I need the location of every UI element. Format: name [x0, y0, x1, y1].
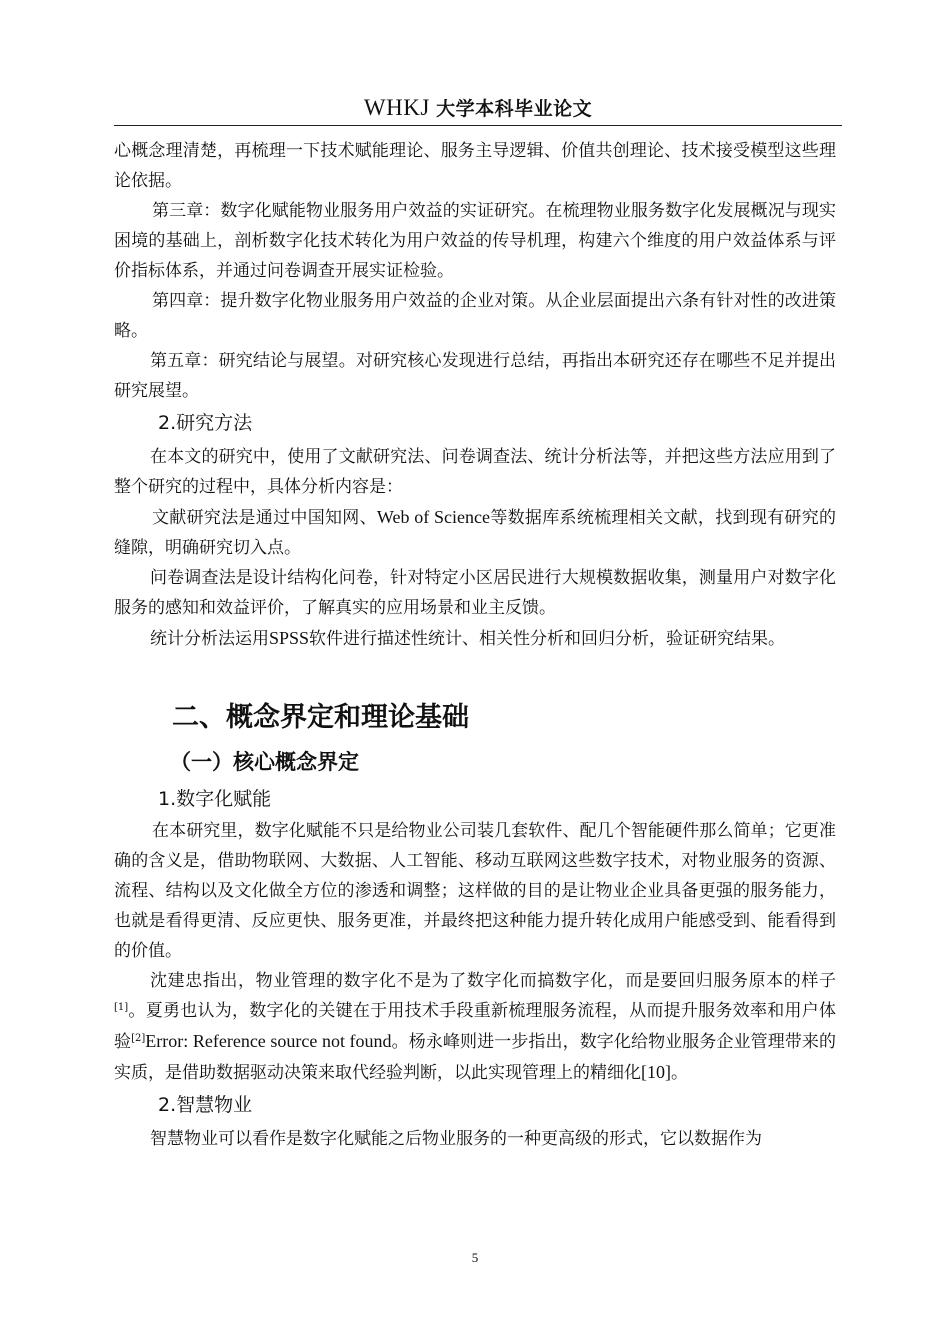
paragraph: 第四章：提升数字化物业服务用户效益的企业对策。从企业层面提出六条有针对性的改进策略。 — [114, 291, 836, 341]
text-run: 。杨永峰则进一步指出，数字化给物业服务企业管理带来的实质，是借助数据驱动决策来取代经验判断，以此实现管理上的精细化 — [114, 1032, 837, 1083]
header-title-cjk: 大学本科毕业论文 — [436, 98, 593, 120]
paragraph: 第五章：研究结论与展望。对研究核心发现进行总结，再指出本研究还存在哪些不足并提出研究展望。 — [114, 351, 836, 401]
body-text — [114, 136, 836, 1154]
subheading-digital-empowerment: 1.数字化赋能 — [158, 788, 272, 810]
text-run: SPSS — [269, 628, 310, 648]
paragraph: 智慧物业可以看作是数字化赋能之后物业服务的一种更高级的形式，它以数据作为 — [150, 1129, 762, 1149]
text-run: 。 — [671, 1063, 688, 1083]
citation-ref-inline: [10] — [641, 1062, 671, 1082]
subheading-smart-property: 2.智慧物业 — [158, 1094, 253, 1116]
text-run: 。夏勇也认为，数字化的关键在于用技术手段重新梳理服务流程，从而提升服务效率和用户体验 — [114, 1001, 836, 1052]
paragraph — [114, 502, 836, 563]
paragraph: 问卷调查法是设计结构化问卷，针对特定小区居民进行大规模数据收集，测量用户对数字化服务的感知和效益评价，了解真实的应用场景和业主反馈。 — [114, 568, 836, 618]
paragraph — [114, 966, 836, 1088]
text-run: 沈建忠指出，物业管理的数字化不是为了数字化而搞数字化，而是要回归服务原本的样子 — [150, 971, 836, 991]
header-rule — [114, 125, 842, 126]
text-run: 统计分析法运用 — [150, 629, 269, 649]
paragraph: 在本文的研究中，使用了文献研究法、问卷调查法、统计分析法等，并把这些方法应用到了整个研究的过程中，具体分析内容是： — [114, 447, 836, 497]
section-heading: （一）核心概念界定 — [170, 750, 359, 774]
text-run: 等数据库系统梳理相关文献，找到现有研究的缝隙，明确研究切入点。 — [114, 508, 837, 558]
paragraph: 第三章：数字化赋能物业服务用户效益的实证研究。在梳理物业服务数字化发展概况与现实困境的基础上，剖析数字化技术转化为用户效益的传导机理，构建六个维度的用户效益体系与评价指标体系，并通过问卷调查开展实证检验。 — [114, 201, 836, 281]
page-header — [114, 95, 842, 122]
subheading-research-methods: 2.研究方法 — [158, 412, 253, 434]
chapter-heading: 二、概念界定和理论基础 — [172, 702, 469, 733]
citation-ref: [2] — [131, 1033, 146, 1044]
page-number: 5 — [471, 1250, 479, 1265]
citation-ref: [1] — [114, 1002, 129, 1013]
paragraph — [114, 623, 836, 654]
text-run: 软件进行描述性统计、相关性分析和回归分析，验证研究结果。 — [309, 629, 786, 649]
text-run: Web of Science — [376, 507, 491, 527]
paragraph: 在本研究里，数字化赋能不只是给物业公司装几套软件、配几个智能硬件那么简单；它更准确的含义是，借助物联网、大数据、人工智能、移动互联网这些数字技术，对物业服务的资源、流程、结构以及文化做全方位的渗透和调整；这样做的目的是让物业企业具备更强的服务能力，也就是看得更清、反应更快、服务更准，并最终把这种能力提升转化成用户能感受到、能看得到的价值。 — [114, 821, 836, 961]
paragraph: 心概念理清楚，再梳理一下技术赋能理论、服务主导逻辑、价值共创理论、技术接受模型这些理论依据。 — [114, 141, 836, 191]
header-title-latin: WHKJ — [363, 95, 437, 120]
text-run: 文献研究法是通过中国知网、 — [152, 508, 377, 528]
reference-error-text: Error: Reference source not found — [145, 1031, 392, 1051]
